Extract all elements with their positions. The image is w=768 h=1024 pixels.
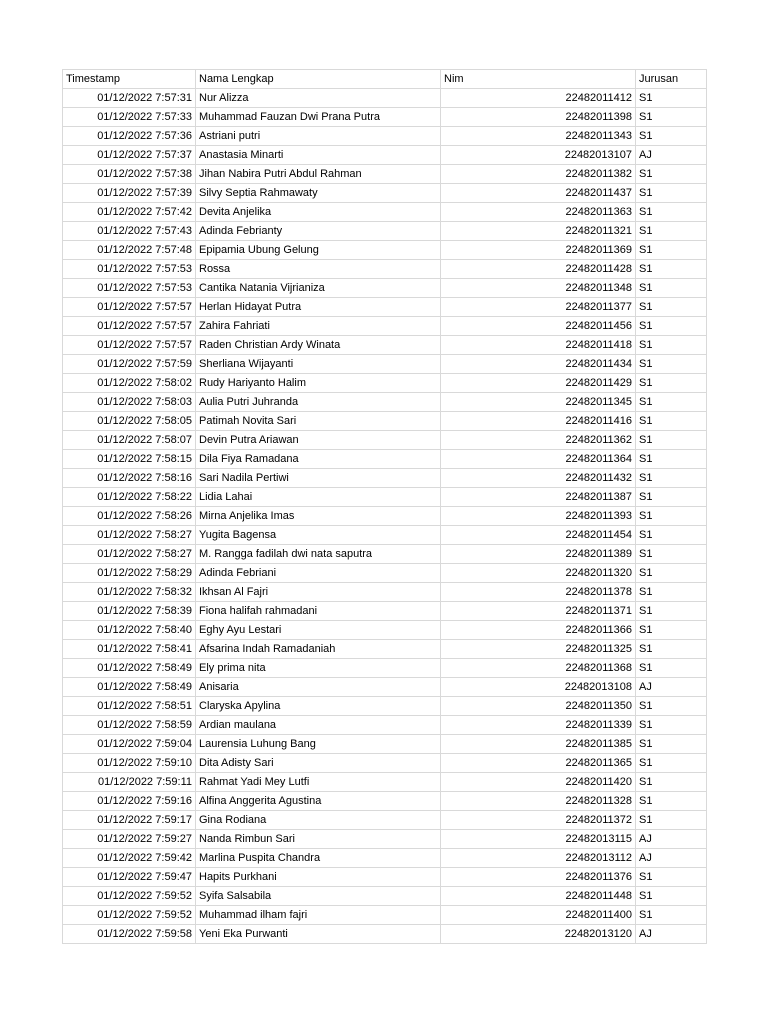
cell-nim: 22482011429 <box>441 374 636 393</box>
cell-jurusan: S1 <box>636 374 707 393</box>
table-row <box>63 241 707 260</box>
cell-nama-lengkap: Herlan Hidayat Putra <box>196 298 441 317</box>
table-row <box>63 260 707 279</box>
cell-nama-lengkap: Claryska Apylina <box>196 697 441 716</box>
cell-nama-lengkap: Marlina Puspita Chandra <box>196 849 441 868</box>
cell-timestamp: 01/12/2022 7:58:15 <box>63 450 196 469</box>
table-row <box>63 431 707 450</box>
cell-timestamp: 01/12/2022 7:58:05 <box>63 412 196 431</box>
table-row <box>63 792 707 811</box>
cell-nim: 22482011428 <box>441 260 636 279</box>
cell-jurusan: AJ <box>636 849 707 868</box>
cell-timestamp: 01/12/2022 7:58:39 <box>63 602 196 621</box>
cell-timestamp: 01/12/2022 7:57:53 <box>63 279 196 298</box>
table-row <box>63 564 707 583</box>
cell-timestamp: 01/12/2022 7:57:57 <box>63 336 196 355</box>
cell-timestamp: 01/12/2022 7:57:59 <box>63 355 196 374</box>
table-row <box>63 222 707 241</box>
table-row <box>63 754 707 773</box>
cell-nim: 22482011389 <box>441 545 636 564</box>
cell-nama-lengkap: Rahmat Yadi Mey Lutfi <box>196 773 441 792</box>
table-row <box>63 184 707 203</box>
table-row <box>63 203 707 222</box>
cell-timestamp: 01/12/2022 7:57:53 <box>63 260 196 279</box>
cell-nim: 22482011393 <box>441 507 636 526</box>
cell-timestamp: 01/12/2022 7:59:58 <box>63 925 196 944</box>
cell-timestamp: 01/12/2022 7:58:22 <box>63 488 196 507</box>
cell-jurusan: S1 <box>636 431 707 450</box>
table-row <box>63 374 707 393</box>
cell-nim: 22482011437 <box>441 184 636 203</box>
cell-timestamp: 01/12/2022 7:58:03 <box>63 393 196 412</box>
cell-timestamp: 01/12/2022 7:58:49 <box>63 659 196 678</box>
cell-timestamp: 01/12/2022 7:57:42 <box>63 203 196 222</box>
table-row <box>63 279 707 298</box>
cell-nim: 22482011328 <box>441 792 636 811</box>
cell-nim: 22482011321 <box>441 222 636 241</box>
header-jurusan: Jurusan <box>636 70 707 89</box>
cell-nama-lengkap: Devita Anjelika <box>196 203 441 222</box>
table-row <box>63 545 707 564</box>
table-row <box>63 450 707 469</box>
table-row <box>63 678 707 697</box>
cell-nama-lengkap: Zahira Fahriati <box>196 317 441 336</box>
cell-timestamp: 01/12/2022 7:57:57 <box>63 317 196 336</box>
cell-nama-lengkap: Devin Putra Ariawan <box>196 431 441 450</box>
cell-timestamp: 01/12/2022 7:58:02 <box>63 374 196 393</box>
table-row <box>63 412 707 431</box>
cell-nim: 22482011400 <box>441 906 636 925</box>
cell-nim: 22482013115 <box>441 830 636 849</box>
cell-timestamp: 01/12/2022 7:58:49 <box>63 678 196 697</box>
header-nama-lengkap: Nama Lengkap <box>196 70 441 89</box>
table-row <box>63 317 707 336</box>
cell-timestamp: 01/12/2022 7:59:11 <box>63 773 196 792</box>
cell-nama-lengkap: Cantika Natania Vijrianiza <box>196 279 441 298</box>
cell-jurusan: S1 <box>636 583 707 602</box>
header-row <box>63 70 707 89</box>
cell-nim: 22482011378 <box>441 583 636 602</box>
cell-jurusan: S1 <box>636 222 707 241</box>
cell-jurusan: S1 <box>636 868 707 887</box>
cell-jurusan: S1 <box>636 773 707 792</box>
cell-nim: 22482011345 <box>441 393 636 412</box>
cell-timestamp: 01/12/2022 7:57:38 <box>63 165 196 184</box>
cell-nama-lengkap: Epipamia Ubung Gelung <box>196 241 441 260</box>
cell-nama-lengkap: Afsarina Indah Ramadaniah <box>196 640 441 659</box>
cell-nim: 22482011432 <box>441 469 636 488</box>
table-row <box>63 165 707 184</box>
cell-nim: 22482011369 <box>441 241 636 260</box>
cell-timestamp: 01/12/2022 7:59:17 <box>63 811 196 830</box>
cell-nim: 22482011454 <box>441 526 636 545</box>
cell-timestamp: 01/12/2022 7:57:57 <box>63 298 196 317</box>
cell-nim: 22482011350 <box>441 697 636 716</box>
cell-jurusan: S1 <box>636 317 707 336</box>
cell-nama-lengkap: Alfina Anggerita Agustina <box>196 792 441 811</box>
cell-nama-lengkap: Ely prima nita <box>196 659 441 678</box>
cell-nim: 22482011377 <box>441 298 636 317</box>
table-row <box>63 127 707 146</box>
cell-jurusan: S1 <box>636 355 707 374</box>
cell-jurusan: S1 <box>636 203 707 222</box>
cell-timestamp: 01/12/2022 7:58:51 <box>63 697 196 716</box>
header-nim: Nim <box>441 70 636 89</box>
cell-nim: 22482011368 <box>441 659 636 678</box>
cell-nama-lengkap: Adinda Febriani <box>196 564 441 583</box>
cell-nama-lengkap: Fiona halifah rahmadani <box>196 602 441 621</box>
cell-jurusan: AJ <box>636 146 707 165</box>
cell-jurusan: AJ <box>636 830 707 849</box>
cell-jurusan: S1 <box>636 127 707 146</box>
cell-nim: 22482011376 <box>441 868 636 887</box>
cell-nama-lengkap: Anisaria <box>196 678 441 697</box>
cell-jurusan: S1 <box>636 469 707 488</box>
cell-nim: 22482011420 <box>441 773 636 792</box>
cell-jurusan: S1 <box>636 298 707 317</box>
cell-timestamp: 01/12/2022 7:58:41 <box>63 640 196 659</box>
cell-timestamp: 01/12/2022 7:59:27 <box>63 830 196 849</box>
cell-nim: 22482011448 <box>441 887 636 906</box>
table-row <box>63 621 707 640</box>
cell-nama-lengkap: Syifa Salsabila <box>196 887 441 906</box>
cell-nim: 22482011339 <box>441 716 636 735</box>
cell-nim: 22482011362 <box>441 431 636 450</box>
table-row <box>63 507 707 526</box>
table-row <box>63 716 707 735</box>
cell-nim: 22482011320 <box>441 564 636 583</box>
cell-nim: 22482011365 <box>441 754 636 773</box>
cell-nim: 22482011343 <box>441 127 636 146</box>
cell-nim: 22482011371 <box>441 602 636 621</box>
cell-jurusan: S1 <box>636 279 707 298</box>
cell-nama-lengkap: Muhammad ilham fajri <box>196 906 441 925</box>
table-row <box>63 735 707 754</box>
cell-nama-lengkap: Anastasia Minarti <box>196 146 441 165</box>
cell-jurusan: S1 <box>636 887 707 906</box>
cell-nama-lengkap: Hapits Purkhani <box>196 868 441 887</box>
cell-nim: 22482011434 <box>441 355 636 374</box>
cell-timestamp: 01/12/2022 7:59:42 <box>63 849 196 868</box>
cell-nama-lengkap: Lidia Lahai <box>196 488 441 507</box>
cell-jurusan: S1 <box>636 621 707 640</box>
table-row <box>63 146 707 165</box>
cell-nim: 22482011364 <box>441 450 636 469</box>
cell-jurusan: S1 <box>636 906 707 925</box>
cell-nama-lengkap: Dila Fiya Ramadana <box>196 450 441 469</box>
cell-nim: 22482011416 <box>441 412 636 431</box>
cell-nim: 22482011412 <box>441 89 636 108</box>
cell-nama-lengkap: Gina Rodiana <box>196 811 441 830</box>
cell-nim: 22482011366 <box>441 621 636 640</box>
cell-nama-lengkap: M. Rangga fadilah dwi nata saputra <box>196 545 441 564</box>
cell-nim: 22482011385 <box>441 735 636 754</box>
cell-nim: 22482011372 <box>441 811 636 830</box>
table-row <box>63 526 707 545</box>
cell-nama-lengkap: Mirna Anjelika Imas <box>196 507 441 526</box>
table-row <box>63 89 707 108</box>
cell-jurusan: S1 <box>636 811 707 830</box>
cell-jurusan: S1 <box>636 564 707 583</box>
table-row <box>63 868 707 887</box>
cell-jurusan: S1 <box>636 260 707 279</box>
response-table <box>62 69 707 944</box>
cell-nama-lengkap: Patimah Novita Sari <box>196 412 441 431</box>
cell-timestamp: 01/12/2022 7:59:10 <box>63 754 196 773</box>
cell-nim: 22482011456 <box>441 317 636 336</box>
cell-nim: 22482011387 <box>441 488 636 507</box>
cell-timestamp: 01/12/2022 7:59:04 <box>63 735 196 754</box>
cell-jurusan: S1 <box>636 526 707 545</box>
cell-timestamp: 01/12/2022 7:59:16 <box>63 792 196 811</box>
cell-jurusan: S1 <box>636 450 707 469</box>
cell-jurusan: S1 <box>636 754 707 773</box>
cell-nama-lengkap: Nur Alizza <box>196 89 441 108</box>
table-row <box>63 583 707 602</box>
table-row <box>63 773 707 792</box>
table-row <box>63 488 707 507</box>
cell-nama-lengkap: Ikhsan Al Fajri <box>196 583 441 602</box>
cell-jurusan: S1 <box>636 184 707 203</box>
cell-timestamp: 01/12/2022 7:58:07 <box>63 431 196 450</box>
cell-jurusan: S1 <box>636 165 707 184</box>
cell-nama-lengkap: Muhammad Fauzan Dwi Prana Putra <box>196 108 441 127</box>
cell-nim: 22482011325 <box>441 640 636 659</box>
cell-nama-lengkap: Adinda Febrianty <box>196 222 441 241</box>
table-row <box>63 393 707 412</box>
cell-jurusan: S1 <box>636 545 707 564</box>
cell-timestamp: 01/12/2022 7:58:27 <box>63 526 196 545</box>
cell-nim: 22482011382 <box>441 165 636 184</box>
table-row <box>63 925 707 944</box>
cell-jurusan: S1 <box>636 507 707 526</box>
table-row <box>63 469 707 488</box>
cell-nama-lengkap: Rudy Hariyanto Halim <box>196 374 441 393</box>
cell-timestamp: 01/12/2022 7:57:39 <box>63 184 196 203</box>
cell-jurusan: AJ <box>636 678 707 697</box>
header-timestamp: Timestamp <box>63 70 196 89</box>
cell-timestamp: 01/12/2022 7:57:31 <box>63 89 196 108</box>
cell-nama-lengkap: Sari Nadila Pertiwi <box>196 469 441 488</box>
table-row <box>63 355 707 374</box>
cell-timestamp: 01/12/2022 7:57:43 <box>63 222 196 241</box>
cell-nama-lengkap: Yeni Eka Purwanti <box>196 925 441 944</box>
table-row <box>63 298 707 317</box>
table-row <box>63 811 707 830</box>
cell-jurusan: S1 <box>636 716 707 735</box>
cell-nim: 22482011363 <box>441 203 636 222</box>
table-row <box>63 602 707 621</box>
cell-nama-lengkap: Raden Christian Ardy Winata <box>196 336 441 355</box>
table-row <box>63 640 707 659</box>
cell-nama-lengkap: Eghy Ayu Lestari <box>196 621 441 640</box>
cell-timestamp: 01/12/2022 7:57:33 <box>63 108 196 127</box>
cell-timestamp: 01/12/2022 7:58:26 <box>63 507 196 526</box>
cell-nim: 22482011348 <box>441 279 636 298</box>
cell-timestamp: 01/12/2022 7:58:32 <box>63 583 196 602</box>
cell-timestamp: 01/12/2022 7:58:40 <box>63 621 196 640</box>
cell-jurusan: S1 <box>636 241 707 260</box>
cell-nim: 22482013120 <box>441 925 636 944</box>
cell-jurusan: S1 <box>636 697 707 716</box>
table-row <box>63 849 707 868</box>
cell-nama-lengkap: Astriani putri <box>196 127 441 146</box>
cell-nama-lengkap: Ardian maulana <box>196 716 441 735</box>
table-row <box>63 906 707 925</box>
cell-nim: 22482011398 <box>441 108 636 127</box>
cell-timestamp: 01/12/2022 7:59:52 <box>63 887 196 906</box>
cell-timestamp: 01/12/2022 7:58:59 <box>63 716 196 735</box>
cell-timestamp: 01/12/2022 7:58:16 <box>63 469 196 488</box>
cell-timestamp: 01/12/2022 7:58:29 <box>63 564 196 583</box>
cell-jurusan: S1 <box>636 735 707 754</box>
cell-timestamp: 01/12/2022 7:59:52 <box>63 906 196 925</box>
cell-nama-lengkap: Silvy Septia Rahmawaty <box>196 184 441 203</box>
cell-nama-lengkap: Laurensia Luhung Bang <box>196 735 441 754</box>
cell-nim: 22482013107 <box>441 146 636 165</box>
cell-nama-lengkap: Rossa <box>196 260 441 279</box>
cell-nama-lengkap: Jihan Nabira Putri Abdul Rahman <box>196 165 441 184</box>
cell-nama-lengkap: Dita Adisty Sari <box>196 754 441 773</box>
cell-timestamp: 01/12/2022 7:57:48 <box>63 241 196 260</box>
cell-jurusan: S1 <box>636 393 707 412</box>
cell-timestamp: 01/12/2022 7:57:36 <box>63 127 196 146</box>
cell-jurusan: S1 <box>636 108 707 127</box>
table-row <box>63 336 707 355</box>
cell-jurusan: S1 <box>636 602 707 621</box>
cell-jurusan: S1 <box>636 336 707 355</box>
cell-nama-lengkap: Nanda Rimbun Sari <box>196 830 441 849</box>
table-row <box>63 659 707 678</box>
cell-jurusan: S1 <box>636 640 707 659</box>
cell-jurusan: AJ <box>636 925 707 944</box>
cell-nama-lengkap: Sherliana Wijayanti <box>196 355 441 374</box>
cell-nim: 22482013108 <box>441 678 636 697</box>
cell-nama-lengkap: Aulia Putri Juhranda <box>196 393 441 412</box>
cell-timestamp: 01/12/2022 7:58:27 <box>63 545 196 564</box>
cell-jurusan: S1 <box>636 659 707 678</box>
table-row <box>63 887 707 906</box>
table-row <box>63 697 707 716</box>
cell-nim: 22482011418 <box>441 336 636 355</box>
cell-nama-lengkap: Yugita Bagensa <box>196 526 441 545</box>
cell-jurusan: S1 <box>636 792 707 811</box>
cell-timestamp: 01/12/2022 7:57:37 <box>63 146 196 165</box>
cell-jurusan: S1 <box>636 412 707 431</box>
table-body <box>63 89 707 944</box>
cell-nim: 22482013112 <box>441 849 636 868</box>
table-row <box>63 108 707 127</box>
cell-jurusan: S1 <box>636 89 707 108</box>
cell-timestamp: 01/12/2022 7:59:47 <box>63 868 196 887</box>
table-row <box>63 830 707 849</box>
cell-jurusan: S1 <box>636 488 707 507</box>
